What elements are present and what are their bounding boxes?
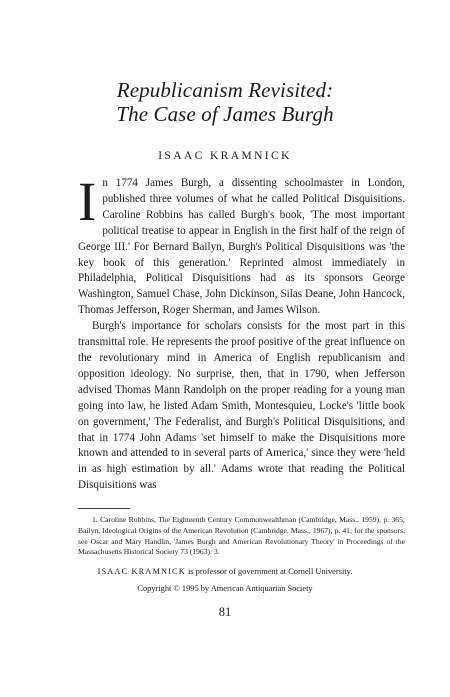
article-body	[78, 171, 405, 494]
paragraph-1	[78, 171, 405, 319]
paragraph-2: Burgh's importance for scholars consists for the most part in this transmittal role. He represents the proof positive of the great influence on the revolutionary mind in America of English republicanism and opposition ideology. No surprise, then, that in 1790, when Jefferson advised Thomas Mann Randolph on the proper reading for a young man going into law, he listed Adam Smith, Montesquieu, Locke's 'little book on government,' The Federalist, and Burgh's Political Disquisitions, and that in 1774 John Adams 'set himself to make the Disquisitions more known and attended to in several parts of America,' since they were 'held in as high estimation by all.' Adams wrote that reading the Political Disquisitions was	[78, 320, 405, 492]
author-affiliation	[0, 566, 450, 577]
title-line-1: Republicanism Revisited:	[116, 78, 334, 102]
footnote-divider	[78, 508, 130, 509]
page-number: 81	[218, 605, 232, 619]
drop-cap: I	[78, 171, 97, 232]
author-name: ISAAC KRAMNICK	[158, 150, 292, 162]
title-line-2: The Case of James Burgh	[116, 102, 334, 126]
affiliation-text: is professor of government at Cornell University.	[185, 567, 353, 576]
copyright-line: Copyright © 1995 by American Antiquarian Society	[137, 584, 313, 593]
paragraph-1-text: n 1774 James Burgh, a dissenting schoolmaster in London, published three volumes of what he called Political Disquisitions. Caroline Robbins has called Burgh's book, 'The most important political treatise to appear in English in the first half of the reign of George III.' For Bernard Bailyn, Burgh's Political Disquisitions was 'the key book of this generation.' Reprinted almost immediately in Philadelphia, Political Disquisitions had as its sponsors George Washington, Samuel Chase, John Dickinson, Silas Deane, John Hancock, Thomas Jefferson, Roger Sherman, and James Wilson.	[78, 177, 405, 317]
footnote: 1. Caroline Robbins, The Eighteenth Century Commonwealthman (Cambridge, Mass., 1959), p. 365; Bailyn, Ideological Origins of the American Revolution (Cambridge, Mass., 1967), p. 41; for the sponsors, see Oscar and Mary Handlin, 'James Burgh and American Revolutionary Theory' in Proceedings of the Massachusetts Historical Society 73 (1963): 3.	[78, 515, 405, 557]
article-title	[0, 78, 450, 126]
affiliation-name: ISAAC KRAMNICK	[97, 567, 186, 576]
